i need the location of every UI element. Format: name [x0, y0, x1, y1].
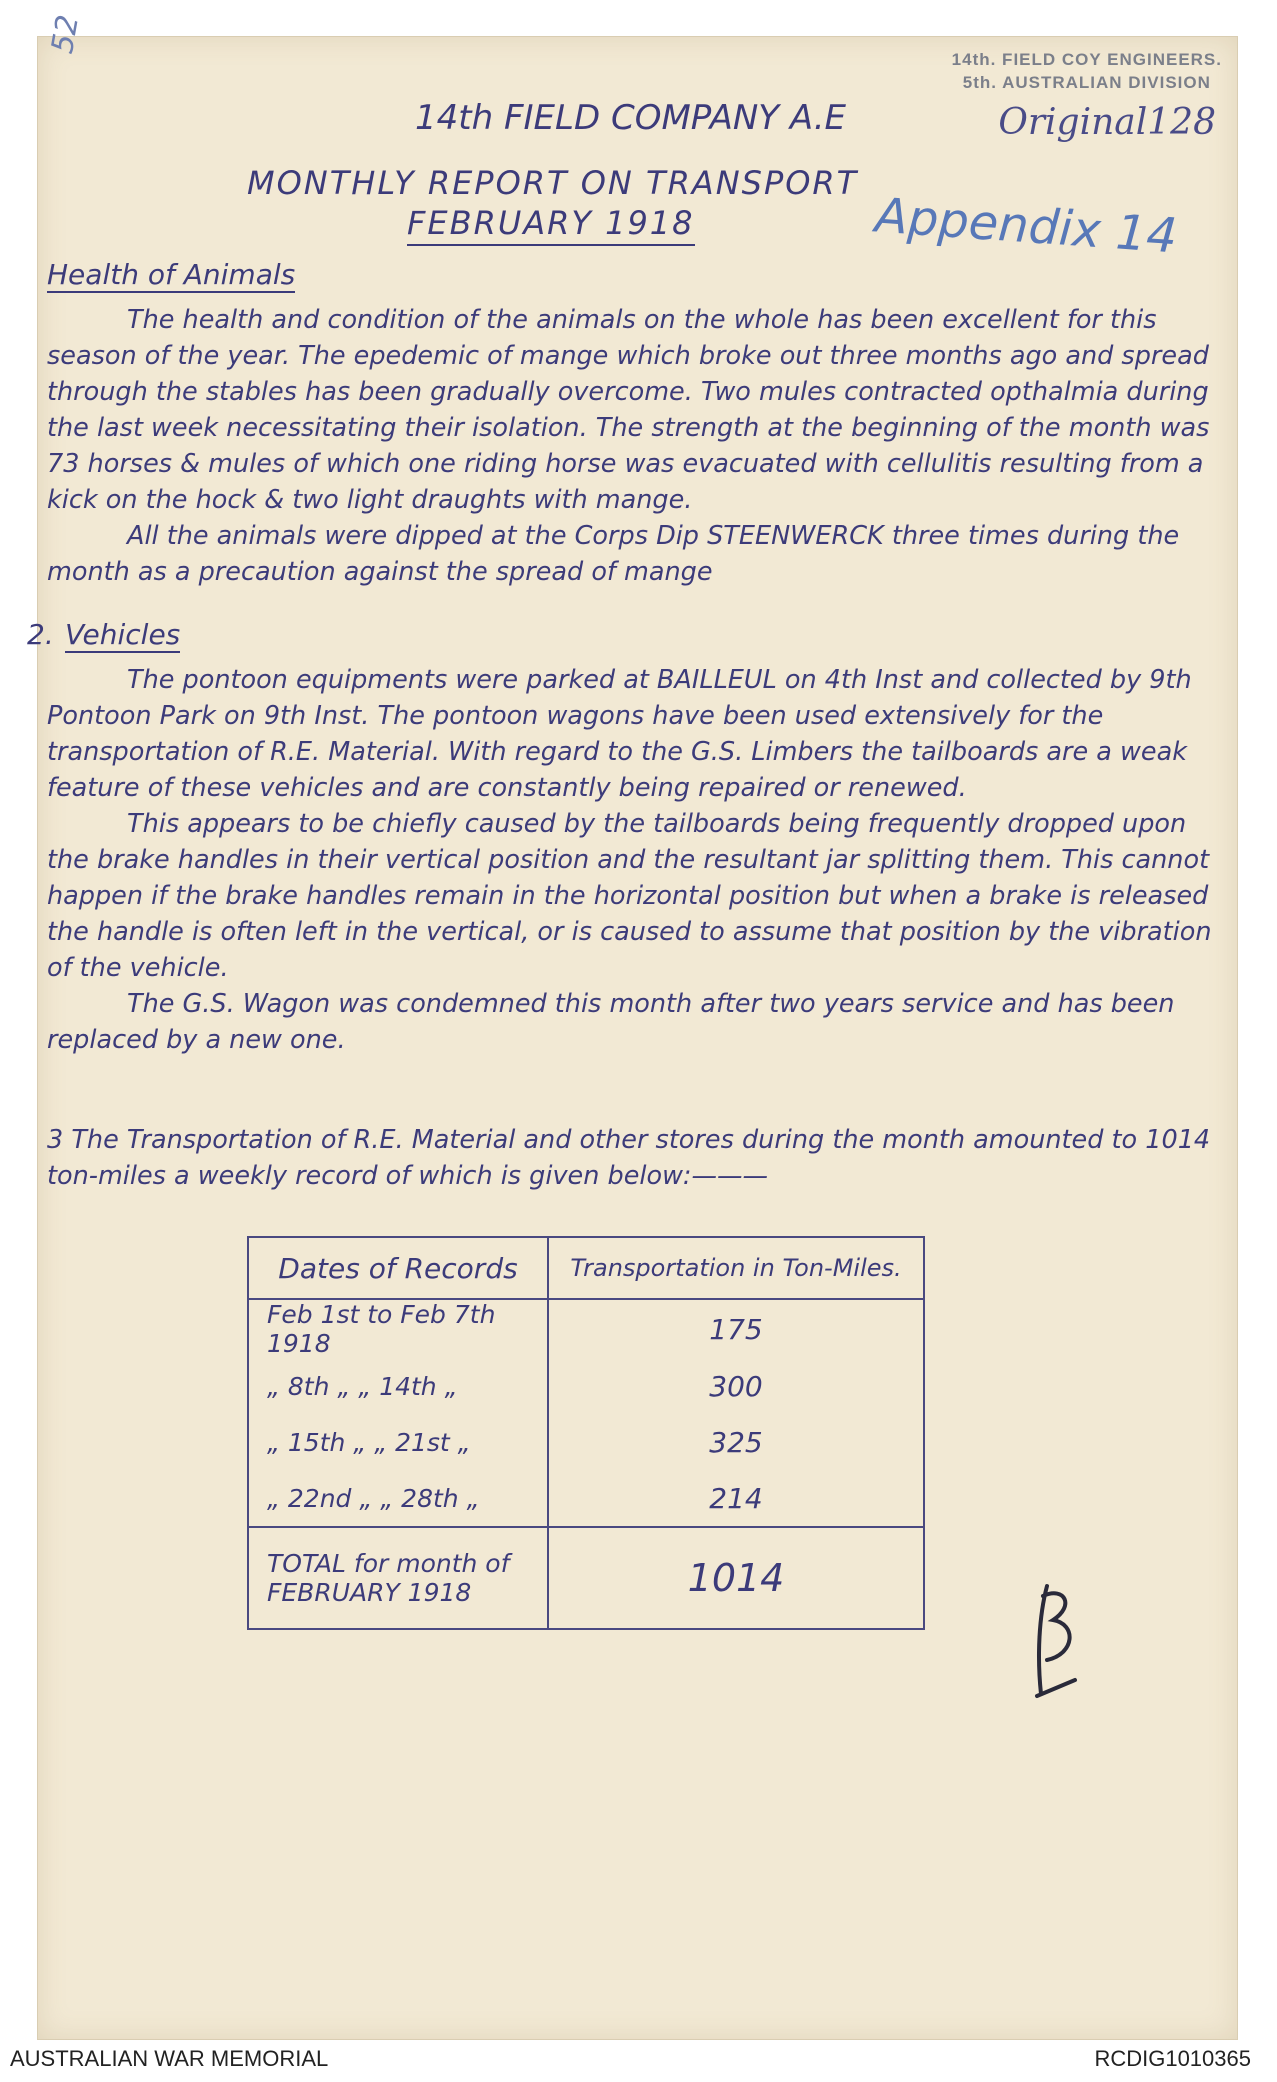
- unit-stamp: [952, 48, 1222, 94]
- section-vehicles-body: [47, 662, 1227, 1058]
- table-row: [248, 1299, 924, 1358]
- table-row: [248, 1470, 924, 1527]
- table-cell-date: Feb 1st to Feb 7th 1918: [248, 1299, 548, 1358]
- section-heading-health: Health of Animals: [47, 258, 296, 291]
- vehicles-paragraph-3: The G.S. Wagon was condemned this month after two years service and has been replaced by a new one.: [47, 989, 1175, 1055]
- table-total-value: 1014: [548, 1527, 924, 1629]
- table-cell-date: „ 15th „ „ 21st „: [248, 1414, 548, 1470]
- section-heading-vehicles: Vehicles: [65, 618, 181, 651]
- table-row: [248, 1358, 924, 1414]
- table-cell-value: 300: [548, 1358, 924, 1414]
- table-cell-value: 175: [548, 1299, 924, 1358]
- table-cell-date: „ 8th „ „ 14th „: [248, 1358, 548, 1414]
- signature-initials-icon: [1017, 1576, 1097, 1706]
- table-total-row: [248, 1527, 924, 1629]
- table-cell-date: „ 22nd „ „ 28th „: [248, 1470, 548, 1527]
- vehicles-paragraph-2: This appears to be chiefly caused by the tailboards being frequently dropped upon the brake handles in their vertical position and the resultant jar splitting them. This cannot happen if the brake handles remain in the horizontal position but when a brake is released the handle is often left in the vertical, or is caused to assume that position by the vibration of the vehicle.: [47, 809, 1212, 983]
- document-page: [27, 12, 1238, 2040]
- table-header-ton-miles: Transportation in Ton-Miles.: [548, 1237, 924, 1299]
- section-number-3: 3: [47, 1125, 64, 1155]
- health-paragraph-2: All the animals were dipped at the Corps Dip STEENWERCK three times during the month as a precaution against the spread of mange: [47, 521, 1180, 587]
- footer-archive-name: AUSTRALIAN WAR MEMORIAL: [10, 2046, 329, 2071]
- vehicles-paragraph-1: The pontoon equipments were parked at BAILLEUL on 4th Inst and collected by 9th Pontoon Park on 9th Inst. The pontoon wagons have been used extensively for the transportation of R.E. Material. With regard to the G.S. Limbers the tailboards are a weak feature of these vehicles and are constantly being repaired or renewed.: [47, 665, 1192, 803]
- folio-number: 128: [1147, 102, 1216, 143]
- health-paragraph-1: The health and condition of the animals on the whole has been excellent for this season of the year. The epedemic of mange which broke out three months ago and spread through the stables has been gradually overcome. Two mules contracted opthalmia during the last week necessitating their isolation. The strength at the beginning of the month was 73 horses & mules of which one riding horse was evacuated with cellulitis resulting from a kick on the hock & two light draughts with mange.: [47, 305, 1210, 515]
- report-period: FEBRUARY 1918: [407, 204, 695, 246]
- section-health-body: [47, 302, 1227, 590]
- section-number-2: 2.: [27, 618, 54, 651]
- table-cell-value: 325: [548, 1414, 924, 1470]
- stamp-line-unit: 14th. FIELD COY ENGINEERS.: [951, 50, 1222, 69]
- weekly-transport-table: [247, 1236, 925, 1630]
- section-transport-body: [47, 1122, 1227, 1194]
- table-total-label: TOTAL for month of FEBRUARY 1918: [248, 1527, 548, 1629]
- report-unit-title: 14th FIELD COMPANY A.E: [415, 98, 847, 138]
- table-row: [248, 1414, 924, 1470]
- table-cell-value: 214: [548, 1470, 924, 1527]
- original-page-mark: [998, 102, 1216, 143]
- footer-record-id: RCDIG1010365: [1094, 2046, 1251, 2071]
- original-label: Original: [998, 102, 1148, 143]
- corner-page-mark: 52: [45, 12, 87, 57]
- transport-paragraph: The Transportation of R.E. Material and other stores during the month amounted to 1014 ton-miles a weekly record of which is given below:———: [47, 1125, 1211, 1191]
- table-header-row: [248, 1237, 924, 1299]
- table-header-dates: Dates of Records: [248, 1237, 548, 1299]
- report-title: MONTHLY REPORT ON TRANSPORT: [247, 164, 859, 202]
- appendix-label: Appendix 14: [873, 187, 1179, 265]
- stamp-line-division: 5th. AUSTRALIAN DIVISION: [962, 73, 1211, 92]
